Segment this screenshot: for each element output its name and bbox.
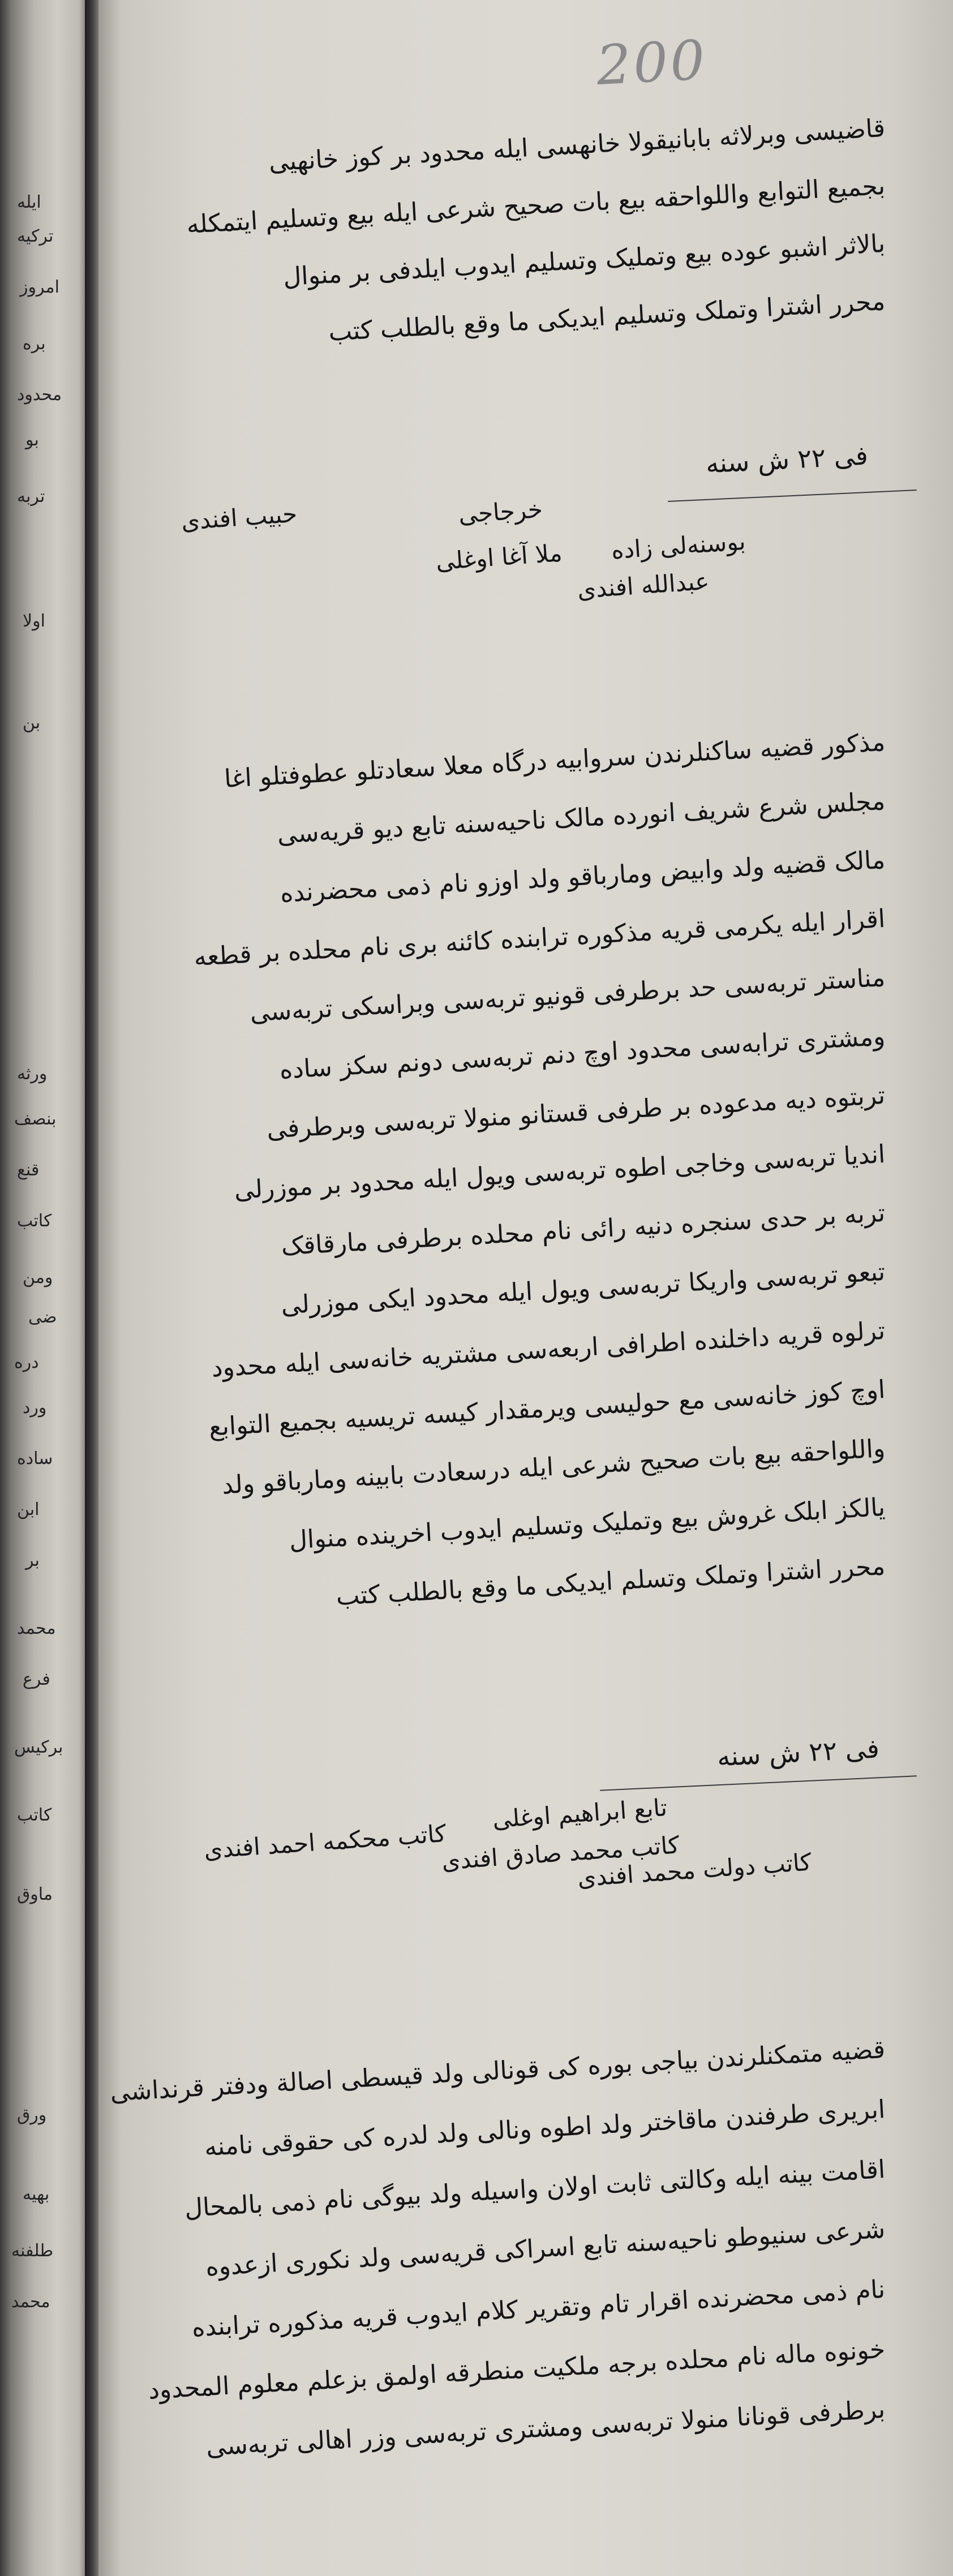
entry-line: بالاثر اشبو عوده بیع وتملیک وتسلیم ایدوب ایلدفی بر منوال <box>282 229 886 292</box>
entry-line: بجمیع التوابع واللواحقه بیع بات صحیح شرعی ایله بیع وتسلیم ایتمکله <box>186 171 886 239</box>
left-fragment: بنصف <box>14 1109 57 1129</box>
left-fragment: ایله <box>17 192 41 212</box>
entry-line: اقامت بینه ایله وکالتی ثابت اولان واسیله ولد بیوگی نام ذمی بالمحال <box>183 2155 886 2223</box>
folio-number: 200 <box>595 28 709 98</box>
entry-line: قاضیسی وبرلاثه بابانیقولا خانهسی ایله محدود بر کوز خانهیی <box>268 114 886 177</box>
witness-name: خرجاجی <box>457 495 544 529</box>
left-fragment: ورثه <box>17 1064 48 1084</box>
entry-line: اقرار ایله یکرمی قریه مذکوره ترابنده کائنه بری نام محلده بر قطعه <box>193 904 886 972</box>
entry-2-date: فی ۲۲ ش سنه <box>716 1733 881 1772</box>
witness-name: بوسنه‌لی زاده <box>610 527 747 565</box>
witness-name: عبدالله افندی <box>576 566 710 604</box>
entry-3 <box>104 2035 886 2462</box>
left-fragment: کاتب <box>17 1211 52 1231</box>
left-fragment: تربه <box>17 487 45 506</box>
left-fragment: بن <box>23 713 41 733</box>
witness-name: کاتب محمد صادق افندی <box>440 1831 681 1875</box>
left-fragment: اولا <box>23 611 45 631</box>
left-fragment: کاتب <box>17 1805 52 1825</box>
entry-line: ابریری طرفندن ماقاختر ولد اطوه ونالی ولد لدره کی حقوقی نامنه <box>203 2095 886 2162</box>
entry-line: یالکز ابلک غروش بیع وتملیک وتسلیم ایدوب اخرینده منوال <box>288 1493 886 1555</box>
left-fragment: دره <box>14 1353 39 1372</box>
book-gutter <box>85 0 98 2576</box>
entry-line: مناستر تربه‌سی حد برطرفی قونیو تربه‌سی وبراسکی تربه‌سی <box>249 963 886 1028</box>
witness-name: ملا آغا اوغلی <box>435 539 563 576</box>
witness-name: حبیب افندی <box>180 499 298 536</box>
entry-line: تربتوه دیه مدعوده بر طرفی قستانو منولا تربه‌سی وبرطرفی <box>265 1081 886 1145</box>
entry-1 <box>127 116 885 347</box>
entry-2 <box>104 730 885 1613</box>
left-fragment: محدود <box>17 385 62 405</box>
entry-line: خونوه ماله نام محلده برجه ملکیت منطرقه اولمق بزعلم معلوم المحدود <box>147 2335 886 2405</box>
entry-line: اندیا تربه‌سی وخاجی اطوه تربه‌سی ویول ایله محدود بر موزرلی <box>233 1140 886 1205</box>
left-fragment: ترکیه <box>17 226 54 246</box>
left-fragment: ساده <box>17 1449 53 1469</box>
left-fragment: بر <box>25 1551 40 1570</box>
entry-line: ومشتری ترابه‌سی محدود اوچ دنم تربه‌سی دونم سکز ساده <box>278 1022 886 1085</box>
entry-line: واللواحقه بیع بات صحیح شرعی ایله درسعادت بابینه ومارباقو ولد <box>221 1434 886 1500</box>
left-fragment: فرع <box>23 1669 50 1689</box>
entry-line: تربه بر حدی سنجره دنیه رائی نام محلده برطرفی مارقاقک <box>280 1199 886 1261</box>
left-fragment: بهیه <box>23 2184 50 2204</box>
left-fragment: ضی <box>28 1307 57 1327</box>
left-fragment: ورق <box>17 2105 47 2125</box>
left-fragment: بره <box>23 334 46 354</box>
entry-line: تبعو تربه‌سی واریکا تربه‌سی ویول ایله محدود ایکی موزرلی <box>280 1257 886 1320</box>
left-fragment: طلفنه <box>11 2241 54 2261</box>
left-fragment: محمد <box>17 1618 56 1638</box>
entry-line: شرعی سنیوطو ناحیه‌سنه تابع اسراکی قریه‌سی ولد نکوری ازعدوه <box>205 2215 886 2282</box>
entry-line: محرر اشترا وتملک وتسلم ایدیکی ما وقع بالطلب کتب <box>335 1552 886 1612</box>
left-fragment: ماوق <box>17 1884 53 1904</box>
entry-line: برطرفی قونانا منولا تربه‌سی ومشتری تربه‌سی وزر اهالی تربه‌سی <box>205 2395 886 2462</box>
entry-line: مذکور قضیه ساکنلرندن سروابیه درگاه معلا سعادتلو عطوفتلو اغا <box>223 728 886 794</box>
entry-line: محرر اشترا وتملک وتسلیم ایدیکی ما وقع بالطلب کتب <box>328 287 886 347</box>
entry-line: ترلوه قریه داخلنده اطرافی اربعه‌سی مشتریه خانه‌سی ایله محدود <box>211 1316 886 1383</box>
entry-line: نام ذمی محضرنده اقرار تام وتقریر کلام ایدوب قریه مذکوره ترابنده <box>191 2275 886 2343</box>
left-fragment: برکیس <box>14 1737 63 1757</box>
witness-name: کاتب محکمه احمد افندی <box>203 1819 447 1864</box>
entry-line: مالک قضیه ولد وابیض ومارباقو ولد اوزو نام ذمی محضرنده <box>279 845 886 908</box>
left-fragment: بو <box>25 430 39 450</box>
left-fragment: ابن <box>17 1500 40 1519</box>
left-fragment: قنع <box>17 1160 40 1180</box>
left-fragment: امروز <box>20 277 59 297</box>
witness-name: کاتب دولت محمد افندی <box>576 1848 813 1892</box>
left-fragment: ومن <box>23 1268 53 1287</box>
left-fragment: محمد <box>11 2292 50 2312</box>
entry-line: مجلس شرع شریف انورده مالک ناحیه‌سنه تابع دیو قریه‌سی <box>276 787 886 850</box>
entry-line: قضیه متمکنلرندن بیاجی بوره کی قونالی ولد قیسطی اصالة ودفتر قرنداشی <box>109 2035 886 2107</box>
left-fragment: ورد <box>23 1398 47 1418</box>
witness-name: تابع ابراهیم اوغلی <box>491 1793 668 1834</box>
entry-line: اوچ کوز خانه‌سی مع حولیسی ویرمقدار کیسه تریسیه بجمیع التوابع <box>208 1375 886 1442</box>
entry-1-date: فی ۲۲ ش سنه <box>705 440 869 479</box>
